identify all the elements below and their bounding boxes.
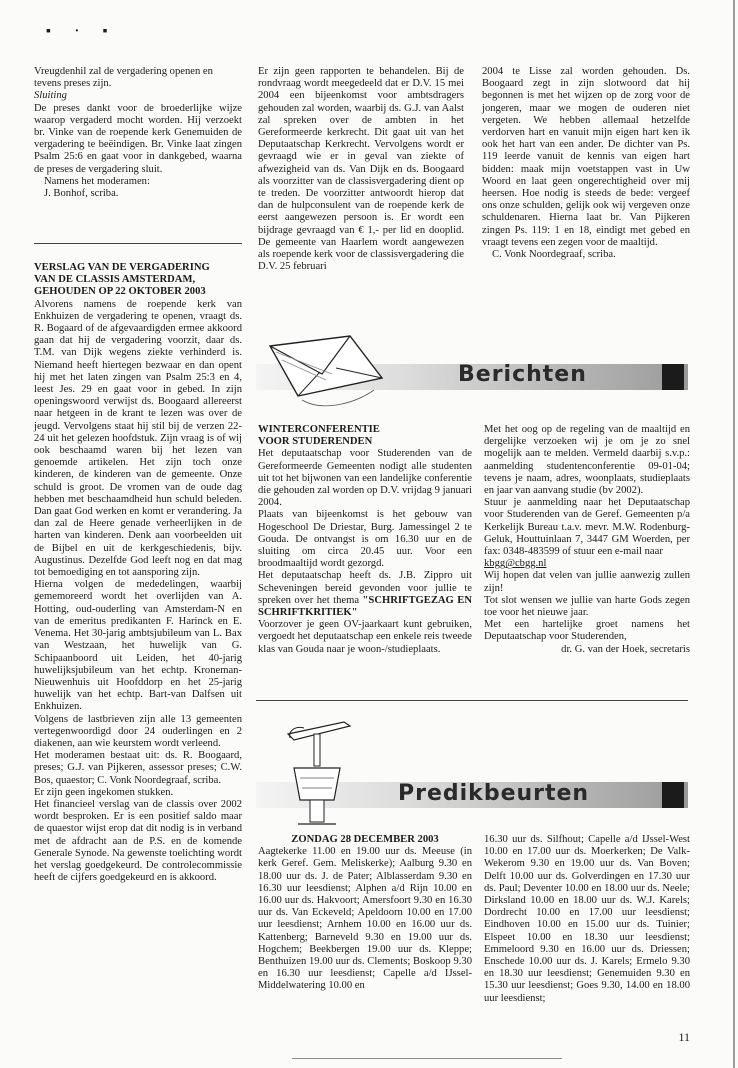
berichten-title: Berichten — [458, 362, 587, 387]
column-middle — [258, 66, 464, 273]
section-divider — [256, 700, 688, 701]
predikbeurten-right — [484, 834, 690, 1005]
berichten-right — [484, 424, 690, 656]
paragraph: Plaats van bijeenkomst is het gebouw van Hogeschool De Driestar, Burg. Jamessingel 2 te Gouda. De ontvangst is om 16.30 uur en de sluiting om circa 20.45 uur. Voor een broodmaaltijd wordt gezorgd. — [258, 509, 472, 570]
paragraph: Het deputaatschap voor Studerenden van de Gereformeerde Gemeenten nodigt alle studenten uit tot het bijwonen van een landelijke conferentie die gehouden zal worden op D.V. vrijdag 9 januari 2004. — [258, 448, 472, 509]
paragraph: 2004 te Lisse zal worden gehouden. Ds. Boogaard zegt in zijn slotwoord dat hij begonnen is met het wijzen op de zorg voor de jongeren, maar we mogen de ouderen niet vergeten. We hebben allemaal hetzelfde verdorven hart en vanuit mijn eigen hart ken ik ook het hart van een ander. De dichter van Ps. 119 leerde vanuit de kennis van eigen hart bidden: maak mijn voetstappen vast in Uw Woord en laat geen ongerechtigheid over mij heersen. Hoe nodig is steeds de bede: vergeef ons onze schulden, gelijk ook wij vergeven onze schuldenaren. Hierna laat br. Van Pijkeren zingen Ps. 119: 1 en 18, eindigt met gebed en vraagt tevens een zegen voor de maaltijd. — [482, 66, 690, 248]
paragraph: Alvorens namens de roepende kerk van Enkhuizen de vergadering te openen, vraagt ds. R. Bogaard of de afgevaardigden ermee akkoord gaan dat hij de vergadering voorzit, daar ds. T.M. van Dijk wegens ziekte verhinderd is. Niemand heeft hiertegen bezwaar en dan opent hij met het laten zingen van Psalm 25:3 en 4, leest Jes. 29 en gaat voor in gebed. In zijn openingswoord verwijst ds. Boogaard allereerst naar hetgeen in de krant te lezen was over de jeugd. Vervolgens staat hij stil bij de verzen 22-24 uit het gelezen hoofdstuk. Zijn vraag is of wij ook beschaamd waren bij het lezen van genoemde artikelen. Het zijn toch onze kinderen, de kinderen van de gemeente. Onze schuld is groot. De vromen van de oude dag hebben met beschaamdheid hun schuld beleden. Dan gaat God werken en komt er verandering. Ja dan zal de Heere genade verheerlijken in de harten van kinderen. Denk aan voorbeelden uit de Bijbel en uit de kerkgeschiedenis, bijv. Augustinus. Dezelfde God leeft nog en dat mag tot bemoediging en tot aansporing zijn. — [34, 298, 242, 579]
paragraph: Er zijn geen rapporten te behandelen. Bij de rondvraag wordt meegedeeld dat er D.V. 15 mei 2004 een bijeenkomst voor ambtsdragers gehouden zal worden, waarbij ds. G.J. van Aalst zal spreken over de ambten in het Gereformeerde kerkrecht. Dit gaat uit van het Deputaatschap Kerkrecht. Vervolgens wordt er gevraagd wie er in geval van ziekte of afwezigheid van ds. Van Dijk en ds. Boogaard als voorzitter van de classisvergadering dient op te treden. De voorzitter antwoordt hierop dat dan de hulpconsulent van de roepende kerk de eerst aangewezen persoon is. Er wordt een bijdrage gevraagd van € 1,- per lid en dooplid. De gemeente van Haarlem wordt aangewezen als roepende kerk voor de classisvergadering die D.V. 25 februari — [258, 66, 464, 273]
scan-marks: ▪ · ▪ — [46, 24, 118, 39]
signature-name: C. Vonk Noordegraaf, scriba. — [492, 249, 616, 261]
berichten-left — [258, 424, 472, 656]
paragraph: Met een hartelijke groet namens het Deputaatschap voor Studerenden, — [484, 619, 690, 643]
text-line: tevens preses zijn. — [34, 78, 112, 90]
predikbeurten-left — [258, 834, 472, 993]
paragraph: Het financieel verslag van de classis over 2002 wordt besproken. Er is een positief saldo maar de quaestor wijst erop dat dit nodig is in verband met de afdracht aan de P.S. en de komende Generale Synode. Na gewenste toelichting wordt het verslag goedgekeurd. De controlecommissie heeft de cijfers goedgekeurd en is akkoord. — [34, 798, 242, 884]
envelope-icon — [262, 334, 392, 414]
predikbeurten-title: Predikbeurten — [398, 781, 590, 806]
bottom-rule — [292, 1058, 562, 1059]
paragraph: 16.30 uur ds. Silfhout; Capelle a/d IJssel-West 10.00 en 17.00 uur ds. Moerkerken; De Valk-Wekerom 9.30 en 19.00 uur ds. Van Boven; Delft 10.00 uur ds. Golverdingen en 17.30 uur ds. Paul; Deventer 10.00 en 18.00 uur ds. Neele; Dirksland 10.00 en 18.00 uur ds. W.J. Karels; Dordrecht 10.00 en 17.00 uur leesdienst; Eindhoven 10.00 en 15.00 uur ds. Tuinier; Elspeet 10.00 en 18.30 uur leesdienst; Emmeloord 9.30 en 16.00 uur ds. Driessen; Enschede 10.00 uur ds. J. Karels; Ermelo 9.30 en 18.30 uur leesdienst; Genemuiden 9.30 en 15.30 uur leesdienst; Goes 9.30, 14.00 en 18.00 uur leesdienst; — [484, 834, 690, 1004]
paragraph: Met het oog op de regeling van de maaltijd en dergelijke verzoeken wij je om je zo snel mogelijk aan te melden. Vermeld daarbij s.v.p.: aanmelding studentenconferentie 09-01-04; tevens je naam, adres, woonplaats, studieplaats en jaar van aanvang studie (bv 2002). — [484, 424, 690, 497]
article-heading: VAN DE CLASSIS AMSTERDAM, — [34, 274, 196, 286]
signature-name: J. Bonhof, scriba. — [44, 188, 119, 200]
column-right — [482, 66, 690, 261]
signature-name: dr. G. van der Hoek, secretaris — [561, 643, 690, 655]
paragraph: Het moderamen bestaat uit: ds. R. Boogaard, preses; G.J. van Pijkeren, assessor preses; C.W. Bos, quaestor; C. Vonk Noordegraaf, scriba. — [34, 750, 242, 786]
paragraph: Wij hopen dat velen van jullie aanwezig zullen zijn! — [484, 570, 690, 594]
section-divider — [34, 243, 242, 244]
banner-marker — [662, 782, 684, 808]
email-link[interactable]: kbgg@cbgg.nl — [484, 558, 547, 570]
paragraph: Volgens de lastbrieven zijn alle 13 gemeenten vertegenwoordigd door 24 ouderlingen en 2 diakenen, aan wie keurstem wordt verleend. — [34, 713, 242, 749]
paragraph: Aagtekerke 11.00 en 19.00 uur ds. Meeuse (in kerk Geref. Gem. Meliskerke); Aalburg 9.30 en 18.00 uur ds. J. de Pater; Alblasserdam 9.30 en 16.30 uur leesdienst; Alphen a/d Rijn 10.00 en 16.00 uur ds. Hakvoort; Amersfoort 9.30 en 16.30 uur ds. Van Eckeveld; Apeldoorn 10.00 en 17.00 uur leesdienst; Arnhem 10.00 en 16.00 uur ds. Kattenberg; Barneveld 9.30 en 19.00 uur ds. Hogchem; Beekbergen 19.00 uur ds. Kleppe; Benthuizen 19.00 uur ds. Clements; Boskoop 9.30 en 16.30 uur leesdienst; Capelle a/d IJssel-Middelwatering 10.00 en — [258, 846, 472, 992]
banner-marker — [662, 364, 684, 390]
article-heading: VERSLAG VAN DE VERGADERING — [34, 262, 210, 273]
paragraph: Tot slot wensen we jullie van harte Gods zegen toe voor het nieuwe jaar. — [484, 594, 690, 619]
text-line: Vreugdenhil zal de vergadering openen en — [34, 66, 213, 77]
article-heading: GEHOUDEN OP 22 OKTOBER 2003 — [34, 286, 206, 298]
paragraph: Er zijn geen ingekomen stukken. — [34, 786, 174, 798]
article-heading: WINTERCONFERENTIE — [258, 424, 380, 435]
sluiting-text: De preses dankt voor de broederlijke wijze waarop vergaderd mocht worden. Hij verzoekt br. Vinke van de roepende kerk Genemuiden de vergadering te beëindigen. Br. Vinke laat zingen Psalm 25:6 en gaat voor in dankgebed, waarna de preses de vergadering sluit. — [34, 102, 242, 175]
theme-title: "SCHRIFTGEZAG EN SCHRIFTKRITIEK" — [258, 594, 472, 619]
column-left — [34, 66, 242, 200]
signature-line: Namens het moderamen: — [44, 175, 150, 187]
article-heading: ZONDAG 28 DECEMBER 2003 — [291, 834, 439, 845]
paragraph — [258, 570, 472, 619]
paragraph: Stuur je aanmelding naar het Deputaatschap voor Studerenden van de Geref. Gemeenten p/a Kerkelijk Bureau t.a.v. mevr. M.W. Rodenburg-Geluk, Houttuinlaan 7, 3447 GM Woerden, per fax: 0348-483599 of stuur een e-mail naar — [484, 497, 690, 558]
page-number: 11 — [678, 1030, 690, 1044]
pulpit-icon — [280, 712, 360, 830]
paragraph: Voorzover je geen OV-jaarkaart kunt gebruiken, vergoedt het deputaatschap een enkele reis tweede klas van Gouda naar je woon-/studieplaats. — [258, 619, 472, 655]
text-span: Het deputaatschap heeft ds. J.B. Zippro uit Scheveningen bereid gevonden voor jullie te spreken over het thema — [258, 570, 472, 606]
page-edge — [733, 0, 735, 1068]
paragraph: Hierna volgen de mededelingen, waarbij gememoreerd wordt het overlijden van A. Hotting, oud-ouderling van Amsterdam-N en van de emeritus predikanten F. Harinck en E. Venema. Het 30-jarig ambtsjubileum van L. Bax van Westzaan, het huwelijk van G. Schipaanboord uit Leiden, het 40-jarig huwelijksjubileum van het echtp. Kroneman-Nieuwenhuis uit Hoofddorp en het 25-jarig huwelijk van het echtp. Bart-van Dalfsen uit Enkhuizen. — [34, 579, 242, 713]
verslag-article — [34, 262, 242, 884]
sluiting-label: Sluiting — [34, 90, 67, 102]
article-heading: VOOR STUDERENDEN — [258, 436, 373, 448]
